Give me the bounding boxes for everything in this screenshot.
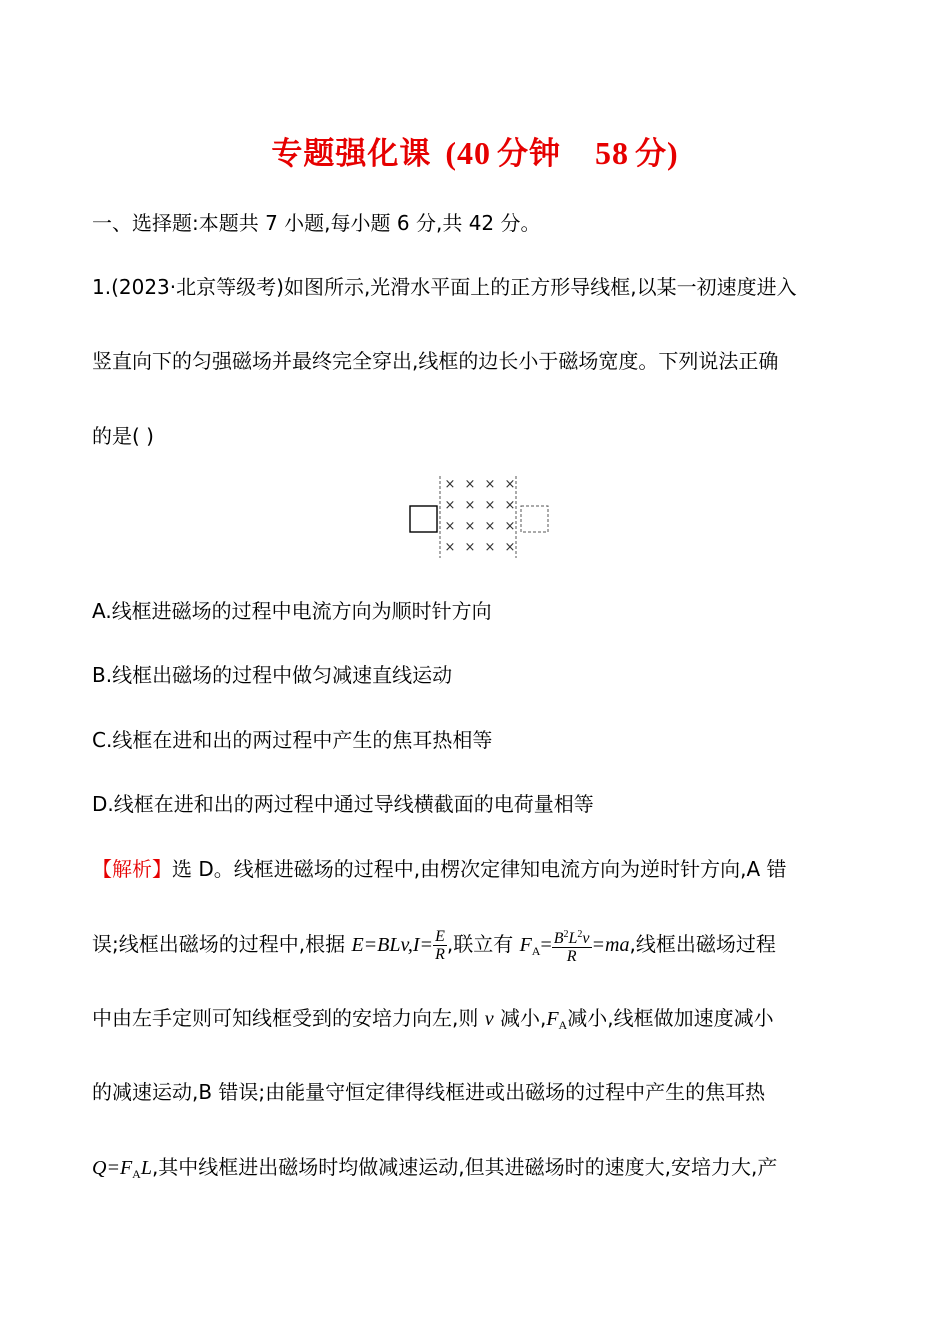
field-cross: × [504,477,516,492]
square-loop-before [410,506,437,532]
field-crosses [445,477,516,555]
title-points-unit: 分 [635,136,667,172]
field-cross: × [464,540,476,555]
section-heading: 一、选择题:本题共 7 小题,每小题 6 分,共 42 分。 [92,211,541,235]
field-cross: × [444,498,456,513]
field-cross: × [444,519,456,534]
field-cross: × [484,519,496,534]
question-line-2: 竖直向下的匀强磁场并最终完全穿出,线框的边长小于磁场宽度。下列说法正确 [92,349,779,373]
option-c: C.线框在进和出的两过程中产生的焦耳热相等 [92,728,493,752]
title-minutes: 40 [457,135,491,171]
field-cross: × [504,540,516,555]
fraction-e-over-r: $\frac{E}{R}$ [435,928,445,963]
field-cross: × [484,498,496,513]
analysis-tag: 【解析】 [92,857,172,881]
option-a: A.线框进磁场的过程中电流方向为顺时针方向 [92,599,492,623]
eq-emf: E=BLv,I= [351,934,434,956]
fraction-ampere-force: $\frac{B^2L^2v}{R}$ [552,926,592,965]
option-b: B.线框出磁场的过程中做匀减速直线运动 [92,663,453,687]
field-diagram [400,474,560,564]
analysis-line-5: $Q=F_AL$,其中线框进出磁场时均做减速运动,但其进磁场时的速度大,安培力大,产 [92,1155,778,1181]
field-cross: × [504,519,516,534]
analysis-line-2: 误;线框出磁场的过程中,根据 E=BLv,I= $\frac{E}{R}$ ,联立有 $F_A=$ $\frac{B^2L^2v}{R}$ =ma,线框出磁场过程 [92,928,776,965]
page-title: 专题强化课 (40 分钟 58 分) [271,135,679,172]
analysis-line-1: 【解析】选 D。线框进磁场的过程中,由楞次定律知电流方向为逆时针方向,A 错 [92,857,787,881]
field-cross: × [484,540,496,555]
title-minutes-unit: 分钟 [497,136,561,172]
option-d: D.线框在进和出的两过程中通过导线横截面的电荷量相等 [92,792,594,816]
field-cross: × [464,498,476,513]
analysis-line-4: 的减速运动,B 错误;由能量守恒定律得线框进或出磁场的过程中产生的焦耳热 [92,1080,766,1104]
field-cross: × [444,477,456,492]
field-cross: × [464,477,476,492]
field-cross: × [464,519,476,534]
field-cross: × [484,477,496,492]
question-line-3: 的是( ) [92,424,154,448]
magnetic-field-figure [400,474,560,568]
analysis-line-3: 中由左手定则可知线框受到的安培力向左,则 v 减小$,F_A$减小,线框做加速度减小 [92,1006,774,1032]
title-close: ) [667,135,679,171]
field-cross: × [444,540,456,555]
title-open: ( [445,135,457,171]
square-loop-after [521,506,548,532]
question-line-1: 1.(2023·北京等级考)如图所示,光滑水平面上的正方形导线框,以某一初速度进入 [92,275,797,299]
title-points: 58 [595,135,629,171]
field-cross: × [504,498,516,513]
